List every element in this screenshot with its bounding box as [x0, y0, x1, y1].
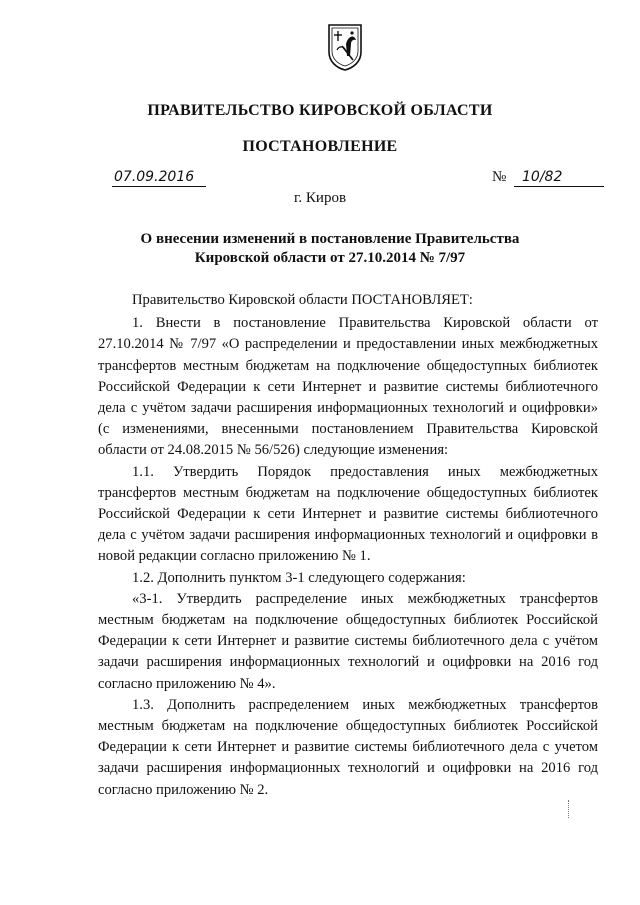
body-intro: Правительство Кировской области ПОСТАНОВЛЯЕТ: — [132, 292, 473, 308]
document-type: ПОСТАНОВЛЕНИЕ — [242, 138, 398, 155]
clause-1-3: 1.3. Дополнить распределением иных межбюджетных трансфертов местным бюджетам на подключение общедоступных библиотек Российской Федерации к сети Интернет и развитие системы библиотечного дела с учетом задачи расширения информационных технологий и оцифровки на 2016 год согласно приложению № 2. — [98, 696, 598, 798]
scan-mark — [568, 800, 571, 818]
document-date: 07.09.2016 — [112, 168, 206, 187]
number-sign: № — [492, 169, 507, 185]
number-value: 10/82 — [514, 168, 604, 187]
organization-title: ПРАВИТЕЛЬСТВО КИРОВСКОЙ ОБЛАСТИ — [147, 102, 493, 119]
clause-1-1: 1.1. Утвердить Порядок предоставления иных межбюджетных трансфертов местным бюджетам на подключение общедоступных библиотек Российской Федерации к сети Интернет и развитие системы библиотечного дела с учётом задачи расширения информационных технологий и оцифровки в новой редакции согласно приложению № 1. — [98, 463, 598, 565]
document-subject — [120, 230, 540, 268]
subject-line-1: О внесении изменений в постановление Правительства — [140, 231, 520, 247]
city-label: г. Киров — [293, 190, 347, 206]
document-number — [492, 168, 598, 188]
subject-line-2: Кировской области от 27.10.2014 № 7/97 — [194, 250, 466, 266]
document-body — [98, 290, 598, 801]
clause-1-2: 1.2. Дополнить пунктом 3-1 следующего содержания: — [132, 569, 466, 586]
clause-3-1: «3-1. Утвердить распределение иных межбюджетных трансфертов местным бюджетам на подключение общедоступных библиотек Российской Федерации к сети Интернет и развитие системы библиотечного дела с учётом задачи расширения информационных технологий и оцифровки на 2016 год согласно приложению № 4». — [98, 590, 598, 692]
coat-of-arms-icon — [326, 22, 364, 72]
clause-1: 1. Внести в постановление Правительства Кировской области от 27.10.2014 № 7/97 «О распределении и предоставлении иных межбюджетных трансфертов местным бюджетам на подключение общедоступных библиотек Российской Федерации к сети Интернет и развитие системы библиотечного дела с учётом задачи расширения информационных технологий и оцифровки» (с изменениями, внесенными постановлением Правительства Кировской области от 24.08.2015 № 56/526) следующие изменения: — [98, 315, 598, 459]
